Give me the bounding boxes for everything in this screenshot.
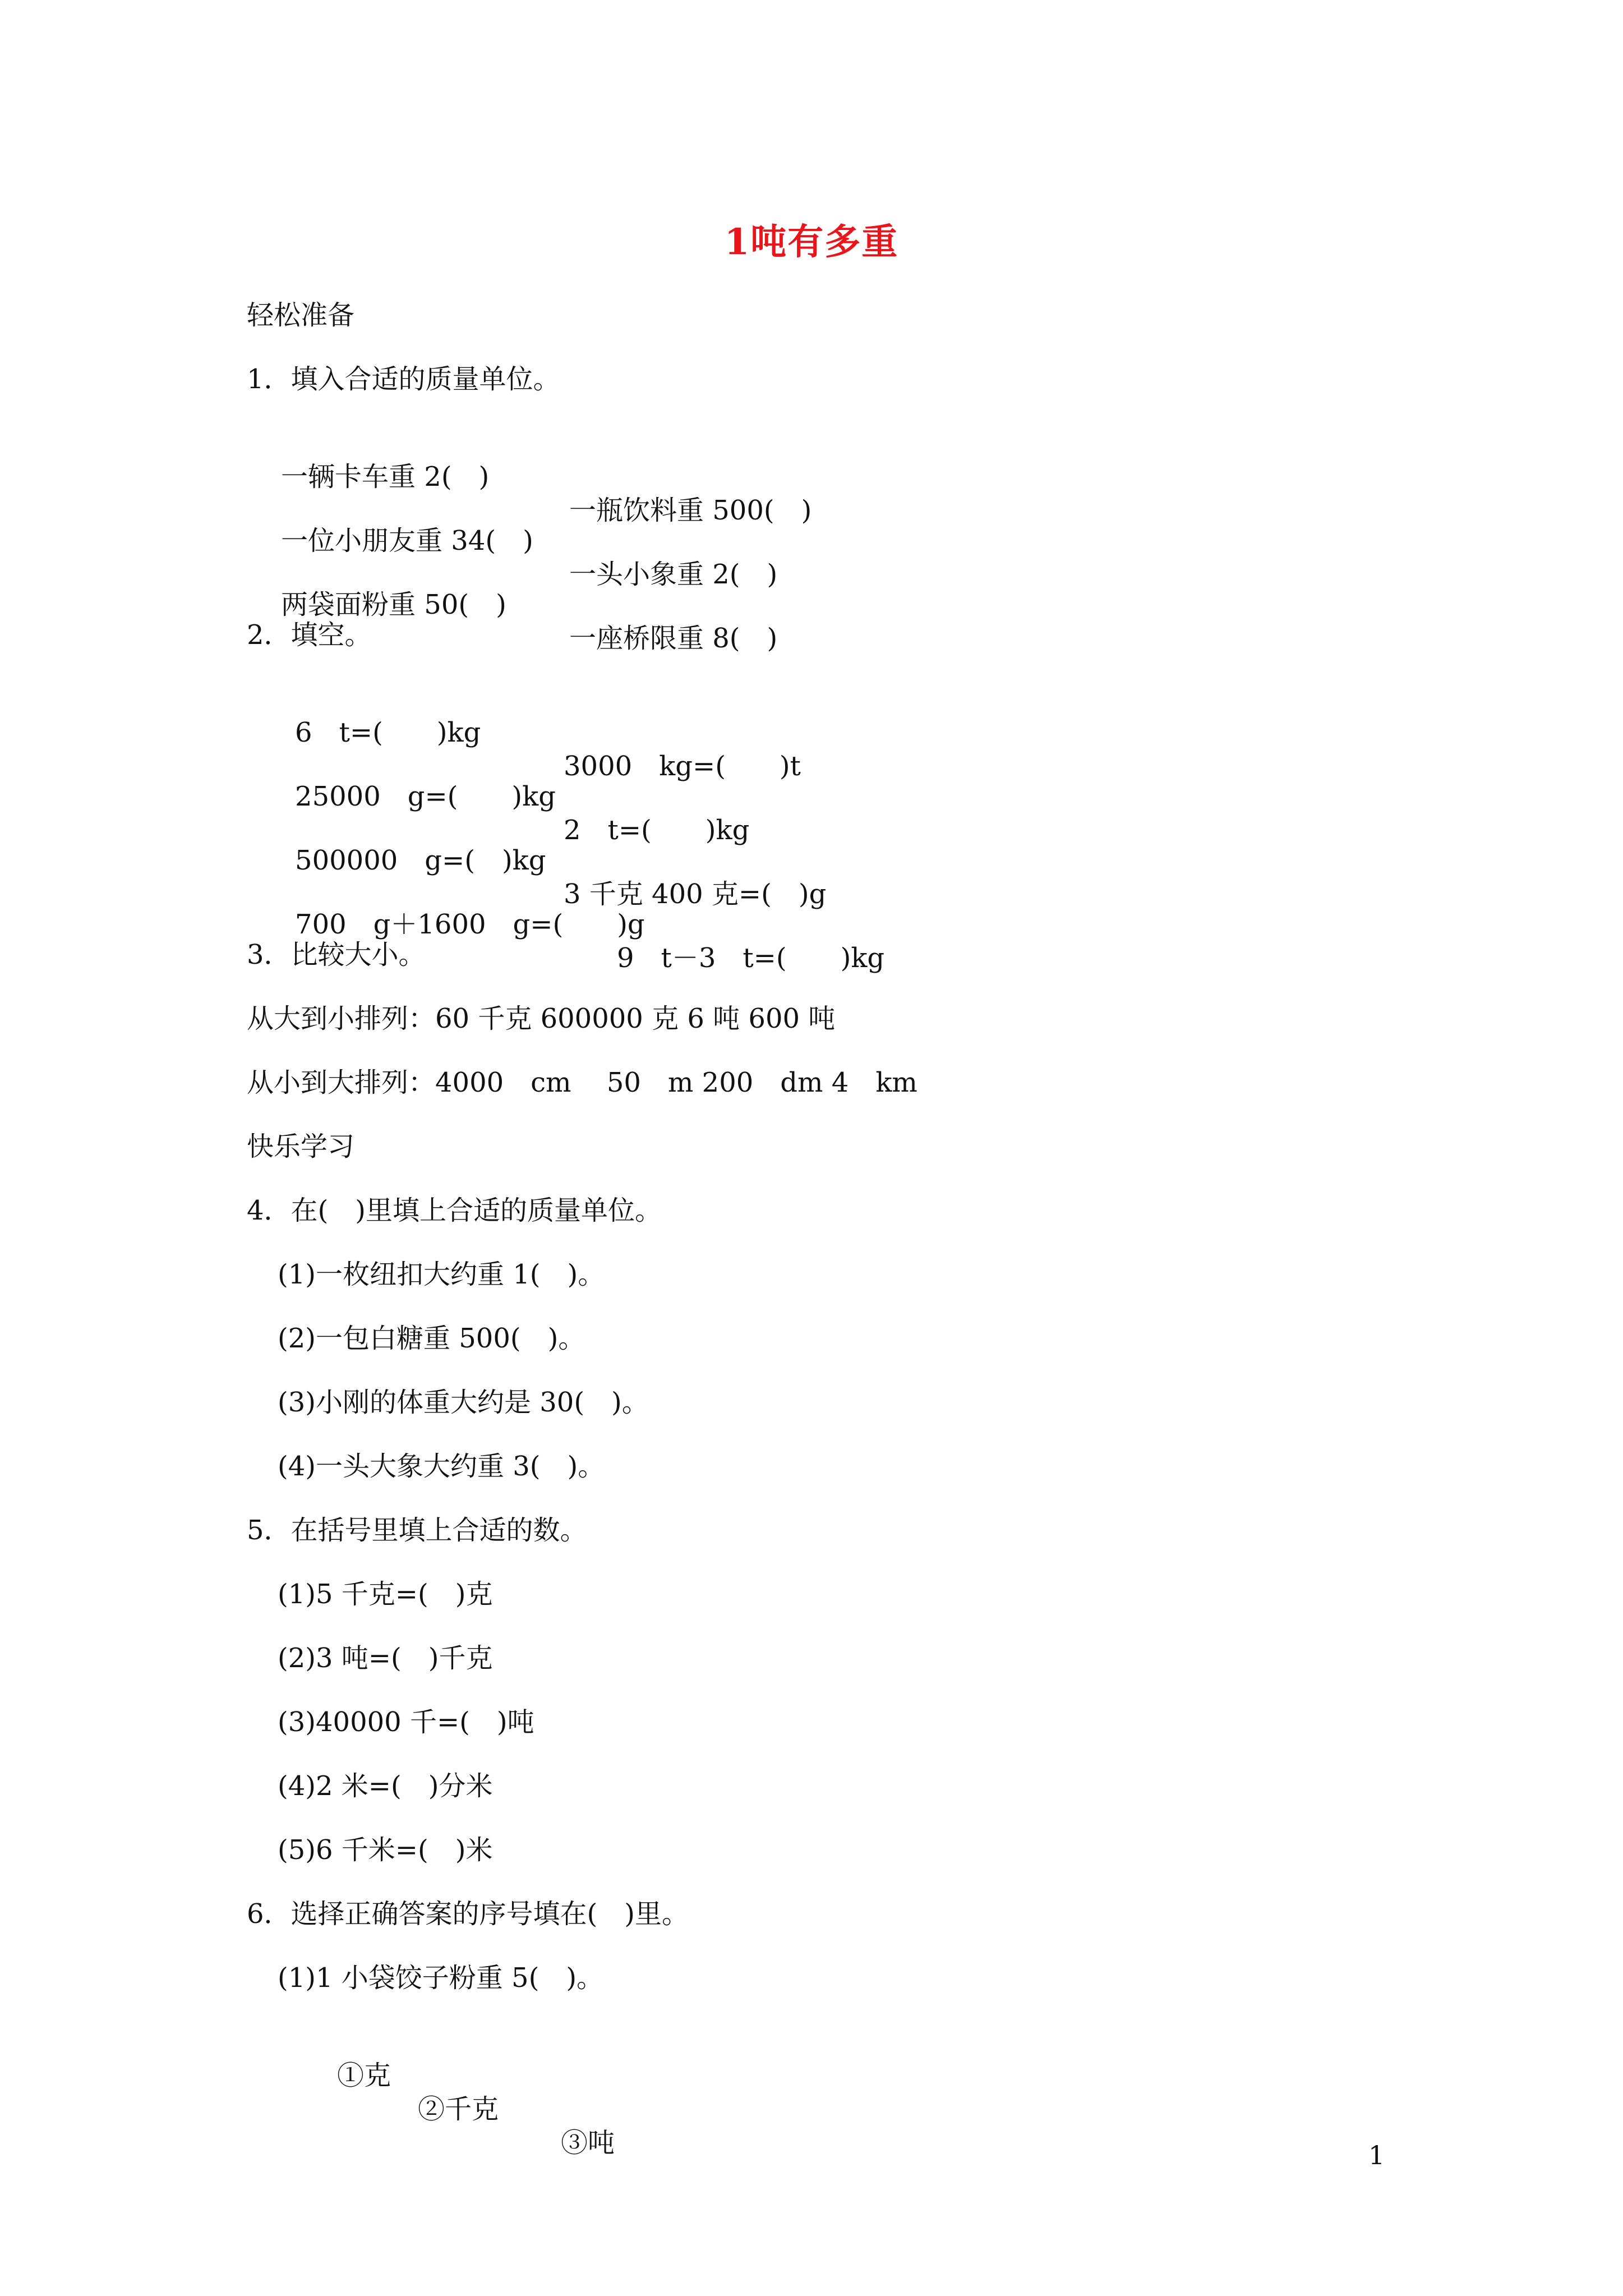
question-6-heading: 6．选择正确答案的序号填在( )里。 — [247, 1898, 689, 1930]
page-title: 1吨有多重 — [724, 221, 899, 263]
question-2-item: 3 千克 400 克=( )g — [564, 878, 827, 910]
option-c: ③吨 — [561, 2127, 615, 2159]
question-5-item: (2)3 吨=( )千克 — [278, 1642, 493, 1674]
question-2-item: 500000 g=( )kg — [295, 845, 546, 876]
question-3-line: 从大到小排列：60 千克 600000 克 6 吨 600 吨 — [247, 1003, 836, 1034]
question-2-item: 3000 kg=( )t — [564, 751, 801, 782]
question-5-item: (1)5 千克=( )克 — [278, 1579, 493, 1610]
question-1-item: 两袋面粉重 50( ) — [281, 589, 506, 620]
question-4-heading: 4．在( )里填上合适的质量单位。 — [247, 1195, 662, 1226]
question-1-item: 一座桥限重 8( ) — [569, 623, 778, 654]
question-1-item: 一头小象重 2( ) — [569, 559, 778, 590]
question-4-item: (3)小刚的体重大约是 30( )。 — [278, 1387, 649, 1418]
question-2-item: 700 g＋1600 g=( )g — [295, 909, 645, 940]
option-b: ②千克 — [418, 2093, 499, 2125]
question-2-item: 2 t=( )kg — [564, 815, 750, 846]
question-1-item: 一辆卡车重 2( ) — [281, 461, 490, 493]
question-6-item: (1)1 小袋饺子粉重 5( )。 — [278, 1962, 604, 1994]
question-3-line: 从小到大排列：4000 cm 50 m 200 dm 4 km — [247, 1067, 917, 1098]
question-4-item: (1)一枚纽扣大约重 1( )。 — [278, 1259, 605, 1290]
question-2-heading: 2．填空。 — [247, 619, 372, 651]
question-5-heading: 5．在括号里填上合适的数。 — [247, 1515, 587, 1546]
question-4-item: (4)一头大象大约重 3( )。 — [278, 1451, 605, 1482]
question-2-item: 6 t=( )kg — [295, 717, 481, 748]
question-5-item: (4)2 米=( )分米 — [278, 1770, 493, 1802]
question-4-item: (2)一包白糖重 500( )。 — [278, 1323, 585, 1354]
question-1-heading: 1．填入合适的质量单位。 — [247, 364, 560, 395]
question-6-options — [303, 2025, 615, 2193]
section-heading-prepare: 轻松准备 — [247, 300, 355, 331]
question-1-item: 一瓶饮料重 500( ) — [569, 495, 812, 526]
section-heading-learn: 快乐学习 — [247, 1131, 355, 1162]
question-3-heading: 3．比较大小。 — [247, 939, 426, 970]
question-2-item: 9 t－3 t=( )kg — [617, 942, 885, 974]
question-5-item: (5)6 千米=( )米 — [278, 1834, 493, 1866]
question-1-item: 一位小朋友重 34( ) — [281, 525, 533, 556]
option-a: ①克 — [337, 2060, 391, 2091]
question-5-item: (3)40000 千=( )吨 — [278, 1706, 534, 1738]
question-2-item: 25000 g=( )kg — [295, 781, 556, 812]
page-number: 1 — [1368, 2140, 1385, 2170]
